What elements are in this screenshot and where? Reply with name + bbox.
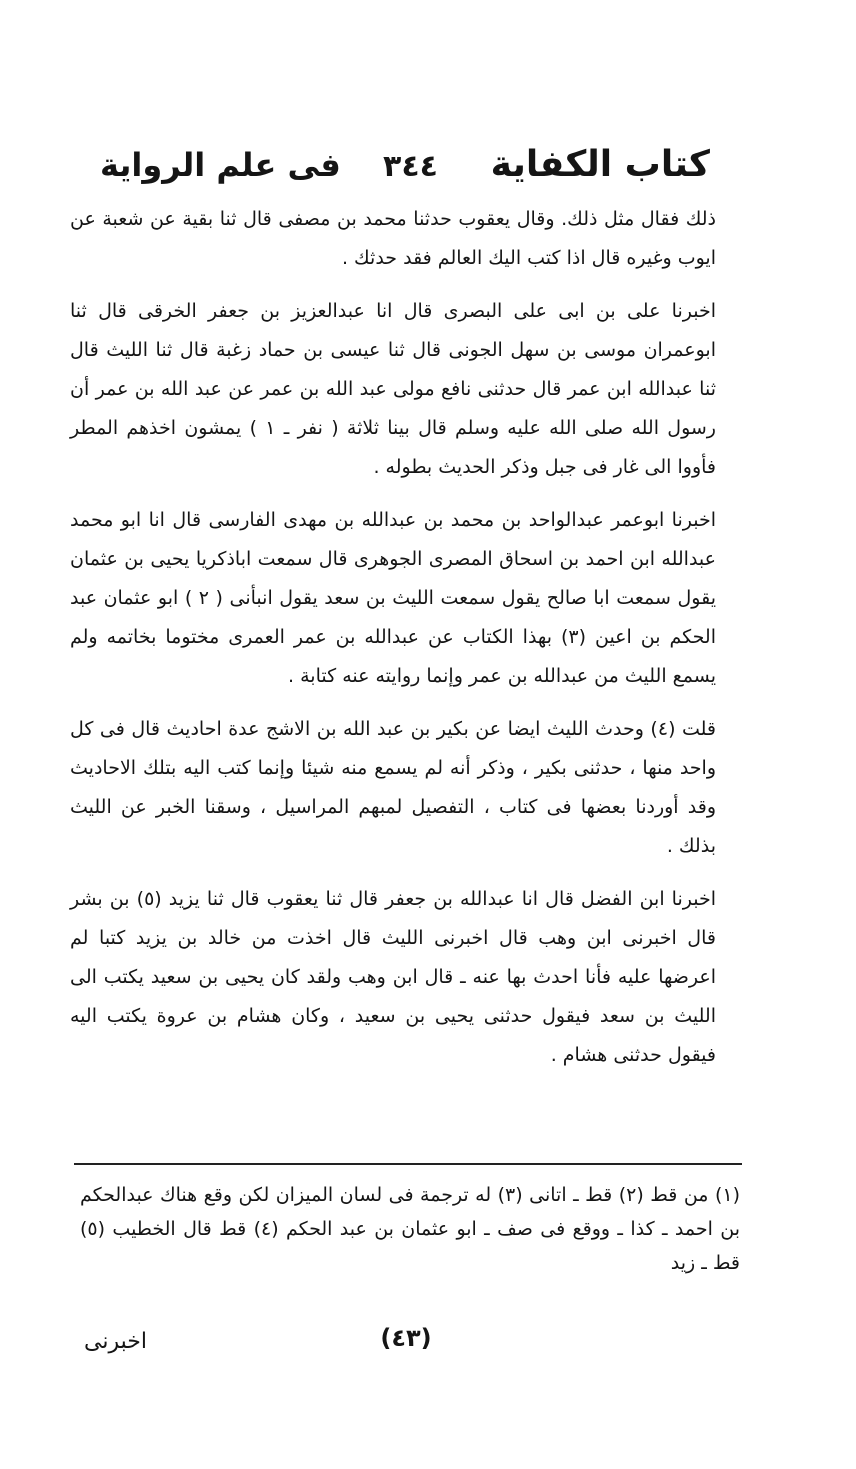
running-header <box>100 140 710 200</box>
paragraph-continuation: ذلك فقال مثل ذلك. وقال يعقوب حدثنا محمد بن مصفى قال ثنا بقية عن شعبة عن ايوب وغيره قال اذا كتب اليك العالم فقد حدثك . <box>70 208 716 269</box>
signature-mark: (٤٣) <box>380 1324 432 1352</box>
footnote-divider <box>74 1163 742 1165</box>
footnotes: (١) من قط (٢) قط ـ اتانى (٣) له ترجمة فى لسان الميزان لكن وقع هناك عبدالحكم بن احمد ـ كذا ـ ووقع فى صف ـ ابو عثمان بن عبد الحكم (٤) قط قال الخطيب (٥) قط ـ زيد <box>80 1184 740 1274</box>
main-text <box>70 200 716 1075</box>
paragraph-bukayr: قلت (٤) وحدث الليث ايضا عن بكير بن عبد الله بن الاشج عدة احاديث قال فى كل واحد منها ، حدثنى بكير ، وذكر أنه لم يسمع منه شيئا وإنما كتب اليه بتلك الاحاديث وقد أوردنا بعضها فى كتاب ، التفصيل لمبهم المراسيل ، وسقنا الخبر عن الليث بذلك . <box>70 718 716 857</box>
paragraph-ibn-wahb: اخبرنا ابن الفضل قال انا عبدالله بن جعفر قال ثنا يعقوب قال ثنا يزيد (٥) بن بشر قال اخبرنى ابن وهب قال اخبرنى الليث قال اخذت من خالد بن يزيد كتبا لم اعرضها عليه فأنا احدث بها عنه ـ قال ابن وهب ولقد كان يحيى بن سعيد يكتب الى الليث بن سعد فيقول حدثنى يحيى بن سعيد ، وكان هشام بن عروة يكتب اليه فيقول حدثنى هشام . <box>70 888 717 1066</box>
catchword: اخبرنى <box>84 1329 147 1354</box>
paragraph-laith-book: اخبرنا ابوعمر عبدالواحد بن محمد بن عبدالله بن مهدى الفارسى قال انا ابو محمد عبدالله ابن احمد بن اسحاق المصرى الجوهرى قال سمعت اباذكريا يحيى بن عثمان يقول سمعت ابا صالح يقول سمعت الليث بن سعد يقول انبأنى ( ٢ ) ابو عثمان عبد الحكم بن اعين (٣) بهذا الكتاب عن عبدالله بن عمر العمرى مختوما بخاتمه ولم يسمع الليث من عبدالله بن عمر وإنما روايته عنه كتابة . <box>70 509 716 687</box>
book-title: كتاب الكفاية <box>490 144 710 185</box>
book-subject: فى علم الرواية <box>100 146 341 184</box>
page-number: ٣٤٤ <box>383 149 438 184</box>
paragraph-hadith-cave: اخبرنا على بن ابى على البصرى قال انا عبدالعزيز بن جعفر الخرقى قال ثنا ابوعمران موسى بن سهل الجونى قال ثنا عيسى بن حماد زغبة قال ثنا الليث قال ثنا عبدالله ابن عمر قال حدثنى نافع مولى عبد الله بن عمر عن عبد الله بن عمر أن رسول الله صلى الله عليه وسلم قال بينا ثلاثة ( نفر ـ ١ ) يمشون اخذهم المطر فأووا الى غار فى جبل وذكر الحديث بطوله . <box>70 300 716 478</box>
